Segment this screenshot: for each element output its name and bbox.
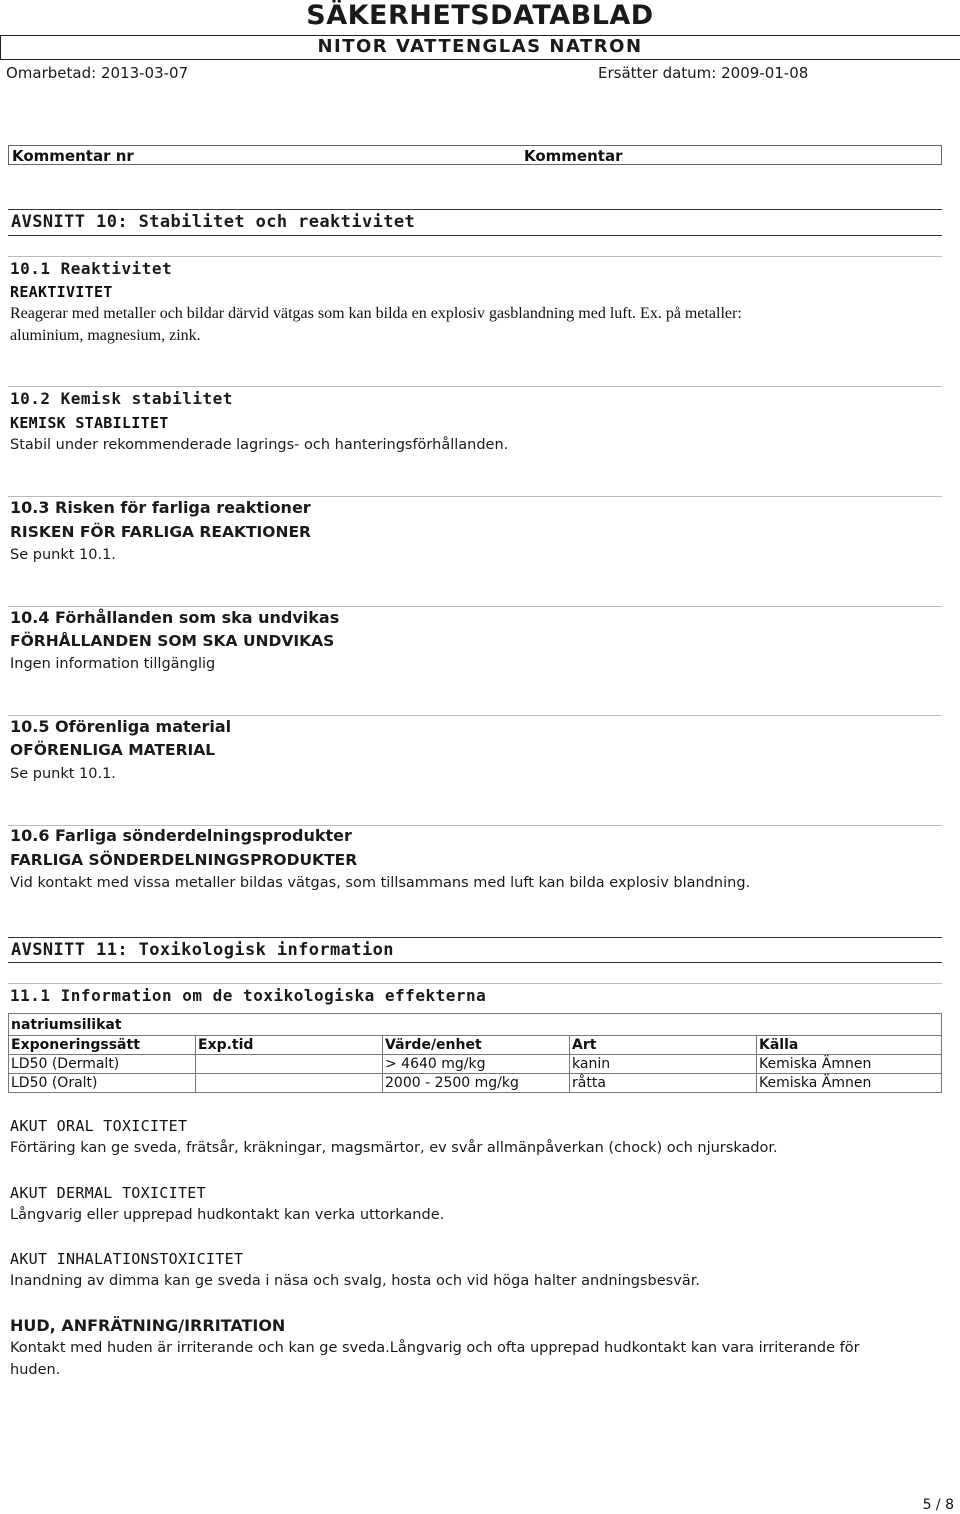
- revised-date: Omarbetad: 2013-03-07: [6, 64, 189, 82]
- toxicity-header-exposure: Exponeringssätt: [9, 1036, 196, 1055]
- s10-1-heading: 10.1 Reaktivitet: [10, 259, 173, 278]
- s10-6-caption: FARLIGA SÖNDERDELNINGSPRODUKTER: [10, 851, 358, 869]
- toxicity-cell: LD50 (Dermalt): [9, 1055, 196, 1074]
- toxicity-cell: kanin: [570, 1055, 757, 1074]
- toxicity-cell: 2000 - 2500 mg/kg: [383, 1074, 570, 1093]
- s10-2-caption: KEMISK STABILITET: [10, 414, 169, 432]
- s10-6-text: Vid kontakt med vissa metaller bildas vätgas, som tillsammans med luft kan bilda explosiv blandning.: [10, 875, 751, 891]
- s10-1-caption: REAKTIVITET: [10, 283, 113, 301]
- toxicity-cell: råtta: [570, 1074, 757, 1093]
- s10-3-caption: RISKEN FÖR FARLIGA REAKTIONER: [10, 523, 311, 541]
- dermal-toxicity-text: Långvarig eller upprepad hudkontakt kan verka uttorkande.: [10, 1207, 445, 1223]
- page-number: 5 / 8: [922, 1497, 954, 1513]
- oral-toxicity-caption: AKUT ORAL TOXICITET: [10, 1117, 188, 1135]
- section10-top-rule: [8, 209, 942, 210]
- toxicity-cell: LD50 (Oralt): [9, 1074, 196, 1093]
- section11-heading: AVSNITT 11: Toxikologisk information: [11, 940, 394, 960]
- s10-4-text: Ingen information tillgänglig: [10, 656, 216, 672]
- toxicity-cell: Kemiska Ämnen: [757, 1055, 942, 1074]
- dermal-toxicity-caption: AKUT DERMAL TOXICITET: [10, 1184, 206, 1202]
- toxicity-cell: [196, 1055, 383, 1074]
- s10-1-text-line2: aluminium, magnesium, zink.: [10, 327, 201, 344]
- s10-3-text: Se punkt 10.1.: [10, 547, 116, 563]
- toxicity-table-substance: natriumsilikat: [9, 1014, 942, 1036]
- s10-6-heading: 10.6 Farliga sönderdelningsprodukter: [10, 826, 352, 845]
- toxicity-header-value: Värde/enhet: [383, 1036, 570, 1055]
- section10-heading: AVSNITT 10: Stabilitet och reaktivitet: [11, 212, 416, 232]
- s10-3-heading: 10.3 Risken för farliga reaktioner: [10, 498, 311, 517]
- oral-toxicity-text: Förtäring kan ge sveda, frätsår, kräkningar, magsmärtor, ev svår allmänpåverkan (chock) och njurskador.: [10, 1140, 778, 1156]
- section11-bottom-rule: [8, 962, 942, 963]
- s10-5-rule: [8, 715, 942, 716]
- toxicity-table: [8, 1013, 942, 1093]
- inhalation-toxicity-text: Inandning av dimma kan ge sveda i näsa och svalg, hosta och vid höga halter andningsbesvär.: [10, 1273, 700, 1289]
- s10-1-text-line1: Reagerar med metaller och bildar därvid vätgas som kan bilda en explosiv gasblandning med luft. Ex. på metaller:: [10, 305, 742, 322]
- replaces-date: Ersätter datum: 2009-01-08: [598, 64, 809, 82]
- comment-table: [8, 145, 942, 165]
- inhalation-toxicity-caption: AKUT INHALATIONSTOXICITET: [10, 1250, 244, 1268]
- product-name: NITOR VATTENGLAS NATRON: [317, 36, 643, 57]
- toxicity-header-species: Art: [570, 1036, 757, 1055]
- section10-bottom-rule: [8, 235, 942, 236]
- skin-irritation-text-line1: Kontakt med huden är irriterande och kan ge sveda.Långvarig och ofta upprepad hudkontakt kan vara irriterande för: [10, 1340, 860, 1356]
- s10-1-rule: [8, 256, 942, 257]
- s10-5-caption: OFÖRENLIGA MATERIAL: [10, 741, 216, 759]
- s10-2-text: Stabil under rekommenderade lagrings- och hanteringsförhållanden.: [10, 437, 509, 453]
- toxicity-cell: > 4640 mg/kg: [383, 1055, 570, 1074]
- s10-4-rule: [8, 606, 942, 607]
- toxicity-header-exptime: Exp.tid: [196, 1036, 383, 1055]
- table-row: [9, 1055, 942, 1074]
- s10-5-heading: 10.5 Oförenliga material: [10, 717, 232, 736]
- section11-top-rule: [8, 937, 942, 938]
- s10-5-text: Se punkt 10.1.: [10, 766, 116, 782]
- s10-4-caption: FÖRHÅLLANDEN SOM SKA UNDVIKAS: [10, 632, 335, 650]
- toxicity-cell: [196, 1074, 383, 1093]
- table-row: [9, 1074, 942, 1093]
- s10-3-rule: [8, 496, 942, 497]
- s10-2-rule: [8, 386, 942, 387]
- document-title: SÄKERHETSDATABLAD: [306, 0, 654, 31]
- header-divider-bottom: [0, 59, 960, 60]
- s10-2-heading: 10.2 Kemisk stabilitet: [10, 389, 233, 408]
- comment-header: Kommentar: [524, 147, 623, 165]
- s11-1-heading: 11.1 Information om de toxikologiska effekterna: [10, 986, 487, 1005]
- toxicity-header-source: Källa: [757, 1036, 942, 1055]
- s10-4-heading: 10.4 Förhållanden som ska undvikas: [10, 608, 340, 627]
- s11-1-rule: [8, 983, 942, 984]
- skin-irritation-caption: HUD, ANFRÄTNING/IRRITATION: [10, 1316, 286, 1335]
- comment-number-header: Kommentar nr: [12, 147, 134, 165]
- skin-irritation-text-line2: huden.: [10, 1362, 61, 1378]
- toxicity-cell: Kemiska Ämnen: [757, 1074, 942, 1093]
